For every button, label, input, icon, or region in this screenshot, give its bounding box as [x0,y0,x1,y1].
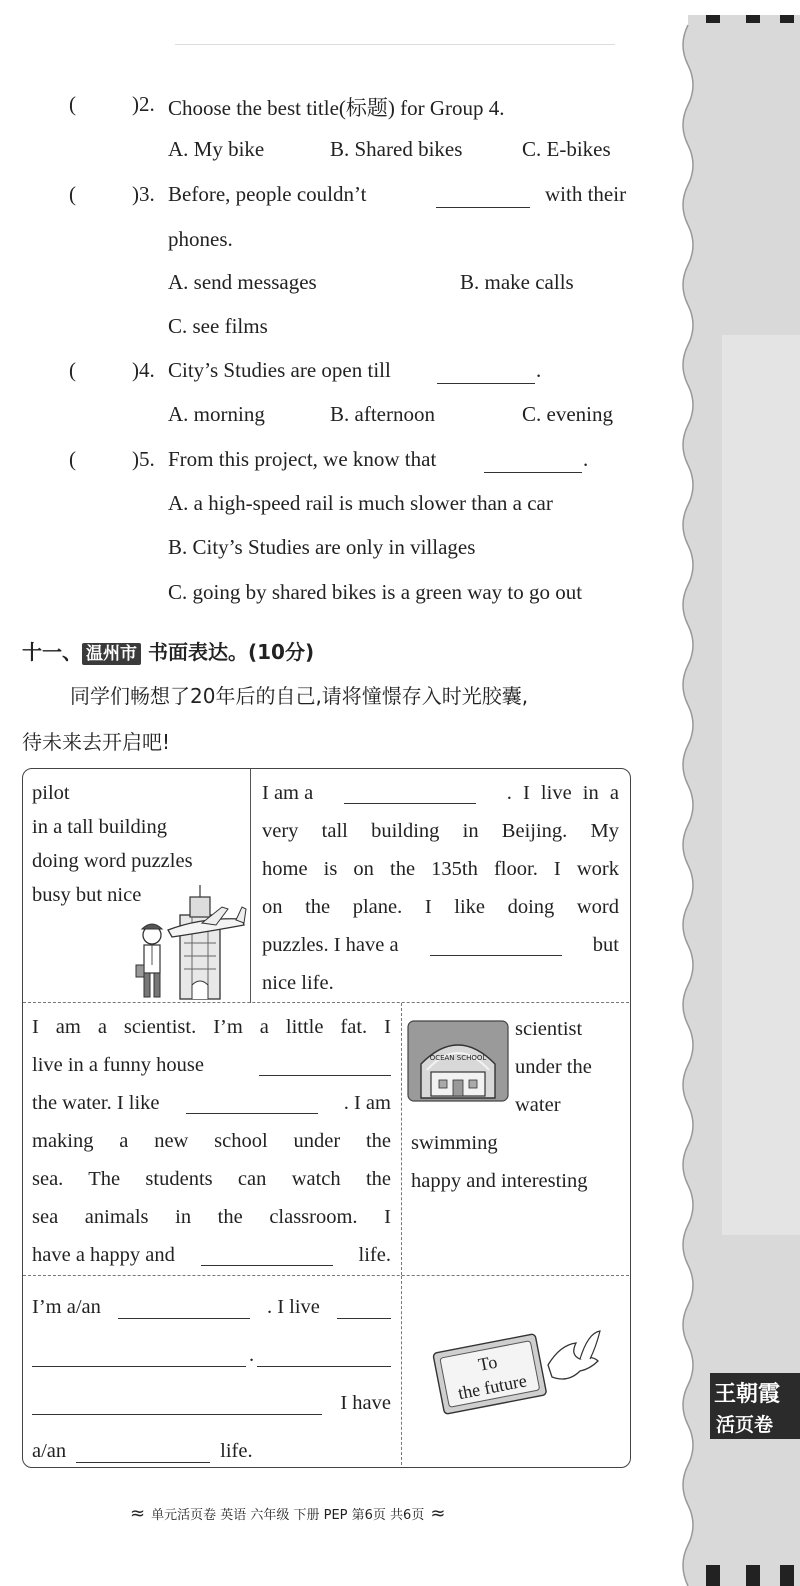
question-text: . [583,447,589,471]
option[interactable]: C. evening [522,402,613,426]
answer-paren[interactable]: ( [69,182,76,206]
text: a/an [32,1440,67,1462]
line: sea. The students can watch the [32,1168,391,1190]
ocean-school-sign: OCEAN SCHOOL [429,1054,487,1062]
fill-blank[interactable] [337,1317,391,1319]
keyword: happy and interesting [411,1170,588,1192]
question-text: Before, people couldn’t [168,182,367,206]
divider [401,1003,402,1275]
question-number: )3. [132,182,155,206]
passage-1 [262,774,619,1002]
section-title: 书面表达。(10分) [147,640,315,664]
option[interactable]: B. Shared bikes [330,137,463,161]
wave-icon: ≈ [430,1503,446,1524]
fill-blank[interactable] [437,382,535,384]
text: puzzles. I have a [262,934,399,956]
fill-blank[interactable] [430,954,562,956]
city-tag: 温州市 [82,643,141,665]
line [262,926,619,964]
time-capsule-card [430,1325,605,1420]
card-text: the future [456,1370,529,1404]
keyword: scientist [515,1018,583,1040]
option[interactable]: A. My bike [168,137,265,161]
text: life. [220,1440,253,1462]
divider [401,1276,402,1465]
keyword: in a tall building [32,816,167,838]
question-number: )2. [132,92,155,116]
divider [23,1002,629,1003]
text: have a happy and [32,1244,175,1266]
text: . I live in a [506,782,619,804]
line [262,774,619,812]
text: I am a [262,782,314,804]
section-number: 十一、 [22,640,82,664]
answer-paren[interactable]: ( [69,92,76,116]
option[interactable]: C. E-bikes [522,137,611,161]
keyword: doing word puzzles [32,850,193,872]
text: . I am [343,1092,391,1114]
text: but [592,934,619,956]
fill-blank[interactable] [259,1074,391,1076]
answer-paren[interactable]: ( [69,358,76,382]
option[interactable]: B. City’s Studies are only in villages [168,535,476,559]
text: life. [358,1244,391,1266]
instruction: 同学们畅想了20年后的自己,请将憧憬存入时光胶囊, [70,684,529,708]
question-text: phones. [168,227,233,251]
fill-blank[interactable] [344,802,476,804]
fill-blank[interactable] [118,1317,250,1319]
question-number: )4. [132,358,155,382]
brand-sub: 活页卷 [716,1414,774,1436]
question-text: Choose the best title(标题) for Group 4. [168,96,505,120]
option[interactable]: A. send messages [168,270,317,294]
keyword: swimming [411,1132,498,1154]
line [32,1084,391,1122]
question-number: )5. [132,447,155,471]
line: nice life. [262,972,334,994]
option[interactable]: A. a high-speed rail is much slower than a car [168,491,553,515]
text: I’m a/an [32,1296,101,1318]
fill-blank[interactable] [436,206,530,208]
option[interactable]: A. morning [168,402,265,426]
keyword-list [411,1124,587,1200]
text: I have [340,1392,391,1414]
footer-text: 单元活页卷 英语 六年级 下册 PEP 第6页 共6页 [151,1508,425,1523]
line [32,1331,391,1379]
instruction: 待未来去开启吧! [22,730,171,754]
keyword-list [515,1010,592,1124]
divider [250,769,251,1003]
fill-blank[interactable] [201,1264,333,1266]
text: live in a funny house [32,1054,204,1076]
keyword: busy but nice [32,884,142,906]
line: sea animals in the classroom. I [32,1206,391,1228]
keyword: under the [515,1056,592,1078]
question-text: with their [545,182,627,206]
text: . [248,1344,255,1366]
card-text: To [476,1351,499,1375]
line [32,1236,391,1274]
line: very tall building in Beijing. My [262,820,619,842]
fill-blank[interactable] [76,1461,210,1463]
line [32,1427,391,1475]
fill-blank[interactable] [484,471,582,473]
ocean-school-illustration [407,1020,509,1102]
passage-3 [32,1283,391,1475]
question-text: City’s Studies are open till [168,358,391,382]
divider [23,1275,629,1276]
brand-badge [710,1373,800,1439]
line [32,1283,391,1331]
fill-blank[interactable] [257,1365,391,1367]
line: on the plane. I like doing word [262,896,619,918]
text: . I live [266,1296,320,1318]
text: the water. I like [32,1092,160,1114]
question-text: From this project, we know that [168,447,437,471]
option[interactable]: C. see films [168,314,268,338]
line [32,1046,391,1084]
wave-icon: ≈ [130,1503,146,1524]
section-heading [22,636,314,665]
fill-blank[interactable] [32,1365,246,1367]
brand-name: 王朝霞 [714,1382,781,1407]
keyword: water [515,1094,561,1116]
option[interactable]: C. going by shared bikes is a green way to go out [168,580,583,604]
line: I am a scientist. I’m a little fat. I [32,1016,391,1038]
wavy-edge [676,15,800,1586]
question-text: . [536,358,542,382]
keyword: pilot [32,782,70,804]
answer-paren[interactable]: ( [69,447,76,471]
option[interactable]: B. make calls [460,270,574,294]
passage-2 [32,1008,391,1274]
fill-blank[interactable] [32,1413,322,1415]
line: home is on the 135th floor. I work [262,858,619,880]
side-strip [676,15,800,1586]
line [32,1379,391,1427]
option[interactable]: B. afternoon [330,402,435,426]
fill-blank[interactable] [186,1112,318,1114]
page-footer [130,1503,445,1524]
line: making a new school under the [32,1130,391,1152]
pilot-illustration [132,885,248,1001]
